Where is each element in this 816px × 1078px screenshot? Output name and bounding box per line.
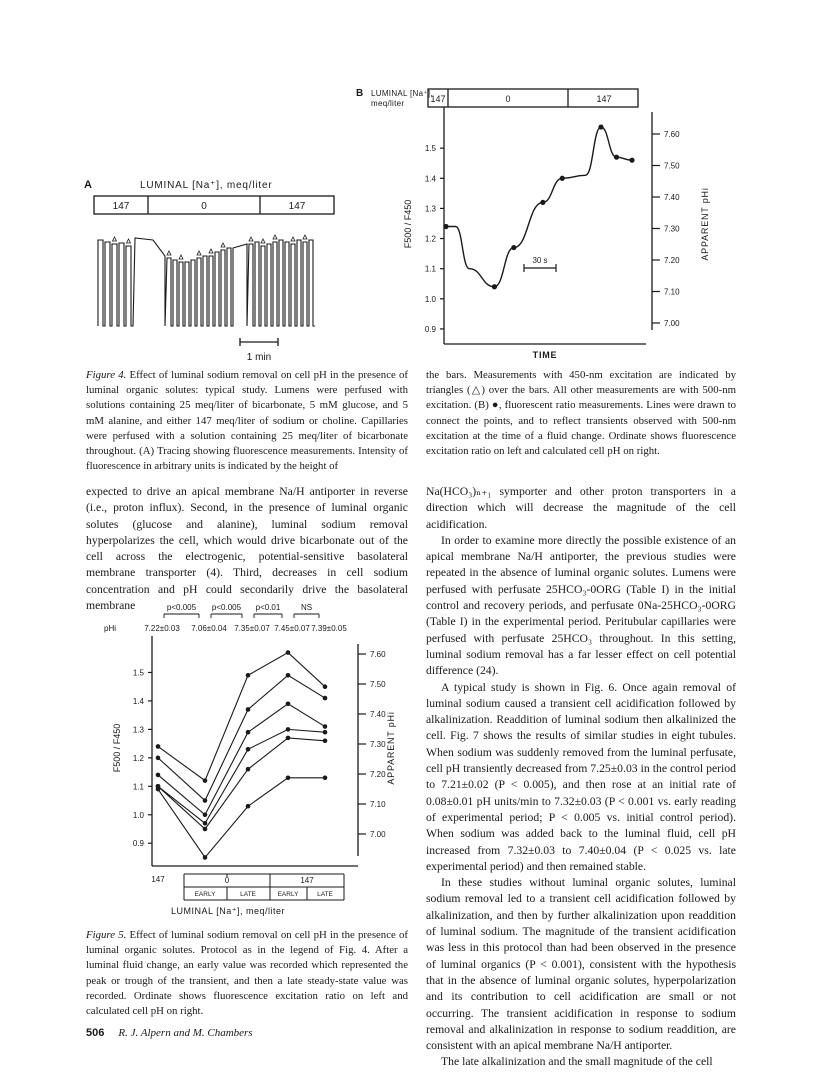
fig5-x-0: 0 — [224, 876, 230, 885]
figure-4b — [356, 82, 716, 364]
right-tick-label: 7.30 — [664, 224, 680, 234]
triangle-marker — [209, 249, 213, 253]
fig5-x-147a: 147 — [151, 875, 165, 884]
fig4b-x-label: TIME — [532, 350, 558, 360]
right-tick-label: 7.10 — [370, 800, 386, 809]
series-point — [203, 821, 208, 826]
right-tick-label: 7.60 — [664, 130, 680, 139]
series-point — [203, 855, 208, 860]
p-value-label: p<0.005 — [211, 603, 242, 612]
series-line — [158, 675, 325, 800]
triangle-marker — [273, 235, 277, 239]
data-point — [492, 284, 497, 289]
series-point — [323, 684, 328, 689]
triangle-marker — [113, 237, 117, 241]
series-point — [246, 730, 251, 735]
panel-label-a: A — [84, 179, 92, 191]
series-point — [286, 701, 291, 706]
figure-4a-svg — [84, 174, 336, 364]
series-point — [156, 787, 161, 792]
triangle-marker — [249, 237, 253, 241]
series-point — [286, 775, 291, 780]
p-value-label: NS — [300, 603, 313, 612]
data-point — [614, 155, 619, 160]
right-tick-label: 7.50 — [370, 680, 386, 689]
fig4b-bar-147b: 147 — [596, 94, 612, 104]
series-point — [246, 804, 251, 809]
series-point — [203, 827, 208, 832]
fig5-caption-text: Effect of luminal sodium removal on cell pH in the presence of luminal organic solutes. Protocol as in the legend of Fig. 4. After a luminal fluid change, an early value was recorded which represented the peak or trough of the transient, and then a late steady-state value was recorded. Ordinate shows fluorescence excitation ratio on left and calculated cell pH on right. — [86, 929, 408, 1018]
figure-5-caption — [86, 928, 408, 1019]
left-tick-label: 1.3 — [132, 725, 144, 735]
fig4-caption-continued: the bars. Measurements with 450-nm excitation are indicated by triangles (△) over the bars. All other measurements are with 500-nm excitation. (B) ●, fluorescent ratio measurements. Lines were drawn to connect the points, and to reflect transients observed with 500-nm excitation at the time of a fluid change. Ordinate shows fluorescence excitation ratio on left and calculated cell pH on right. — [426, 369, 736, 458]
panel-label-b: B — [356, 88, 364, 99]
left-paragraph: expected to drive an apical membrane Na/H antiporter in reverse (i.e., proton influx). Second, in the presence of luminal organic solutes (glucose and alanine), luminal sodium removal hyperpolarizes the cell, which would drive bicarbonate out of the cell across the electrogenic, potential-sensitive basolateral membrane transporter (4). Third, decreases in cell sodium concentration and pH could secondarily drive the basolateral membrane — [86, 485, 408, 613]
fig5-y-label-left: F500 / F450 — [112, 723, 122, 773]
left-tick-label: 1.0 — [424, 294, 436, 304]
right-tick-label: 7.00 — [664, 319, 680, 328]
figure-4a — [84, 174, 336, 364]
right-paragraph-1: Na(HCO₃)ₙ₊₁ symporter and other proton transporters in a direction which will decrease the magnitude of the cell acidification. — [426, 485, 736, 531]
triangle-marker — [167, 251, 171, 255]
right-tick-label: 7.10 — [664, 287, 680, 297]
series-point — [246, 673, 251, 678]
figure-5 — [100, 598, 400, 918]
left-tick-label: 1.2 — [132, 753, 144, 763]
left-tick-label: 1.5 — [424, 144, 436, 154]
fig4b-header-2: meq/liter — [371, 99, 405, 108]
right-paragraph-3: A typical study is shown in Fig. 6. Once again removal of luminal sodium caused a transient cell acidification followed by alkalinization. Readdition of luminal sodium then alkalinized the cell. Fig. 7 shows the results of similar studies in eight tubules. When sodium was suddenly removed from the luminal perfusate, cell pH transiently decreased from 7.25±0.03 in the control period to 7.21±0.02 (P < 0.005), and then rose at an initial rate of 0.08±0.01 pH units/min to 7.32±0.03 (P < 0.001 vs. early reading of experimental period; P < 0.005 vs. initial control period). When sodium was added back to the luminal fluid, cell pH increased from 7.32±0.03 to 7.40±0.04 (P < 0.025 vs. late experimental period) and then remained stable. — [426, 680, 736, 873]
left-tick-label: 1.0 — [132, 810, 144, 820]
fig5-x-early-2: EARLY — [277, 891, 299, 898]
left-tick-label: 1.2 — [424, 234, 436, 244]
fig4b-header-1: LUMINAL [Na⁺], — [371, 89, 433, 98]
data-point — [560, 176, 565, 181]
figure-4b-svg — [356, 82, 716, 364]
data-point — [511, 245, 516, 250]
series-point — [323, 696, 328, 701]
left-tick-label: 1.3 — [424, 204, 436, 214]
p-value-label: p<0.005 — [166, 603, 197, 612]
right-tick-label: 7.00 — [370, 830, 386, 839]
fig5-x-late-1: LATE — [240, 891, 256, 898]
fig4a-scale-label: 1 min — [246, 352, 272, 363]
fig4a-bar-147a: 147 — [112, 201, 130, 212]
fig5-x-early-1: EARLY — [194, 891, 216, 898]
series-point — [323, 738, 328, 743]
left-column-text — [86, 484, 408, 614]
fluorescence-trace — [98, 238, 315, 326]
phi-value: 7.06±0.04 — [191, 624, 227, 633]
data-point — [629, 158, 634, 163]
fig4b-y-label-right: APPARENT pHi — [700, 187, 710, 261]
page-number: 506 — [86, 1027, 105, 1039]
left-tick-label: 0.9 — [132, 839, 144, 849]
right-paragraph-2: In order to examine more directly the possible existence of an apical membrane Na/H antiporter, the previous studies were repeated in the absence of luminal organic solutes. Lumens were perfused with perfusate 25HCO₃-0ORG (Table I) in the initial control and recovery periods, and perfusate 0Na-25HCO₃-0ORG (Table I) in the experimental period. Peritubular capillaries were perfused with perfusate 25HCO₃ throughout. In this setting, luminal sodium removal has a far lesser effect on cell potential difference (24). — [426, 533, 736, 678]
series-point — [323, 724, 328, 729]
series-point — [203, 778, 208, 783]
left-tick-label: 1.4 — [424, 174, 436, 184]
right-paragraph-5: The late alkalinization and the small magnitude of the cell — [441, 1055, 713, 1069]
fig5-y-label-right: APPARENT pHi — [386, 711, 396, 785]
figure-4-caption-right — [426, 368, 736, 459]
triangle-marker — [179, 255, 183, 259]
footer-authors: R. J. Alpern and M. Chambers — [118, 1027, 253, 1039]
phi-value: 7.39±0.05 — [311, 624, 347, 633]
right-tick-label: 7.50 — [664, 161, 680, 171]
figure-5-svg — [100, 598, 400, 918]
series-point — [323, 775, 328, 780]
phi-value: 7.22±0.03 — [144, 624, 180, 633]
data-point — [443, 224, 448, 229]
left-tick-label: 1.4 — [132, 696, 144, 706]
right-tick-label: 7.20 — [664, 256, 680, 265]
p-value-label: p<0.01 — [255, 603, 281, 612]
series-point — [286, 727, 291, 732]
series-point — [286, 650, 291, 655]
fig4b-bar-0: 0 — [505, 94, 511, 104]
series-point — [203, 812, 208, 817]
series-line — [158, 778, 325, 858]
right-tick-label: 7.40 — [664, 193, 680, 202]
fig4b-bar-147a: 147 — [430, 94, 446, 104]
fig4b-time-scale: 30 s — [532, 256, 548, 265]
series-point — [246, 747, 251, 752]
triangle-marker — [261, 239, 265, 243]
fig5-x-147b: 147 — [300, 876, 314, 885]
triangle-marker — [197, 251, 201, 255]
series-point — [156, 744, 161, 749]
triangle-marker — [303, 235, 307, 239]
fig4a-bar-147b: 147 — [288, 201, 306, 212]
fig4b-y-label-left: F500 / F450 — [403, 199, 413, 249]
phi-value: 7.35±0.07 — [234, 624, 270, 633]
data-point — [598, 124, 603, 129]
series-point — [156, 773, 161, 778]
series-line — [158, 704, 325, 815]
series-point — [323, 730, 328, 735]
triangle-marker — [127, 239, 131, 243]
series-point — [246, 707, 251, 712]
right-tick-label: 7.60 — [370, 650, 386, 659]
triangle-marker — [221, 243, 225, 247]
data-point — [540, 200, 545, 205]
fig4-caption-text: Effect of luminal sodium removal on cell pH in the presence of luminal organic solutes: typical study. Lumens were perfused with solutions containing 25 meq/liter of bicarbonate, 5 mM glucose, and 5 mM alanine, and either 147 meq/liter of sodium or choline. Capillaries were perfused with a solution containing 25 meq/liter of bicarbonate throughout. (A) Tracing showing fluorescence measurements. Intensity of fluorescence in arbitrary units is indicated by the height of — [86, 369, 408, 473]
left-tick-label: 0.9 — [424, 324, 436, 334]
fig5-x-late-2: LATE — [317, 891, 333, 898]
fig4a-header: LUMINAL [Na⁺], meq/liter — [140, 180, 273, 191]
right-column-text — [426, 484, 736, 1071]
fig4-caption-title: Figure 4. — [86, 369, 127, 381]
series-line — [158, 738, 325, 829]
left-tick-label: 1.1 — [132, 782, 144, 792]
phi-value: 7.45±0.07 — [274, 624, 310, 633]
right-paragraph-4: In these studies without luminal organic solutes, luminal sodium removal led to a transient cell acidification followed by alkalinization, and then by further alkalinization upon readdition of luminal sodium. The magnitude of the transient acidification was less in this protocol than had been observed in the presence of luminal organics (P < 0.001), consistent with the hypothesis that in the absence of luminal organic solutes, hyperpolarization and its contribution to cell acidification are small or not occurring. The transient acidification in response to sodium removal and alkalinization in response to sodium readdition, are consistent with an apical membrane Na/H antiporter. — [426, 876, 736, 1053]
fig4a-bar-0: 0 — [201, 201, 207, 212]
figure-4-caption-left — [86, 368, 408, 474]
right-tick-label: 7.30 — [370, 740, 386, 749]
series-point — [246, 767, 251, 772]
right-tick-label: 7.40 — [370, 710, 386, 719]
fig5-caption-title: Figure 5. — [86, 929, 127, 941]
series-point — [286, 673, 291, 678]
series-point — [286, 736, 291, 741]
left-tick-label: 1.1 — [424, 264, 436, 274]
fig5-x-title: LUMINAL [Na⁺], meq/liter — [171, 906, 285, 916]
left-tick-label: 1.5 — [132, 668, 144, 678]
right-tick-label: 7.20 — [370, 770, 386, 779]
page-footer — [86, 1027, 253, 1039]
series-point — [156, 756, 161, 761]
triangle-marker — [291, 237, 295, 241]
series-point — [203, 798, 208, 803]
fig5-phi-label: pHi — [104, 624, 117, 633]
